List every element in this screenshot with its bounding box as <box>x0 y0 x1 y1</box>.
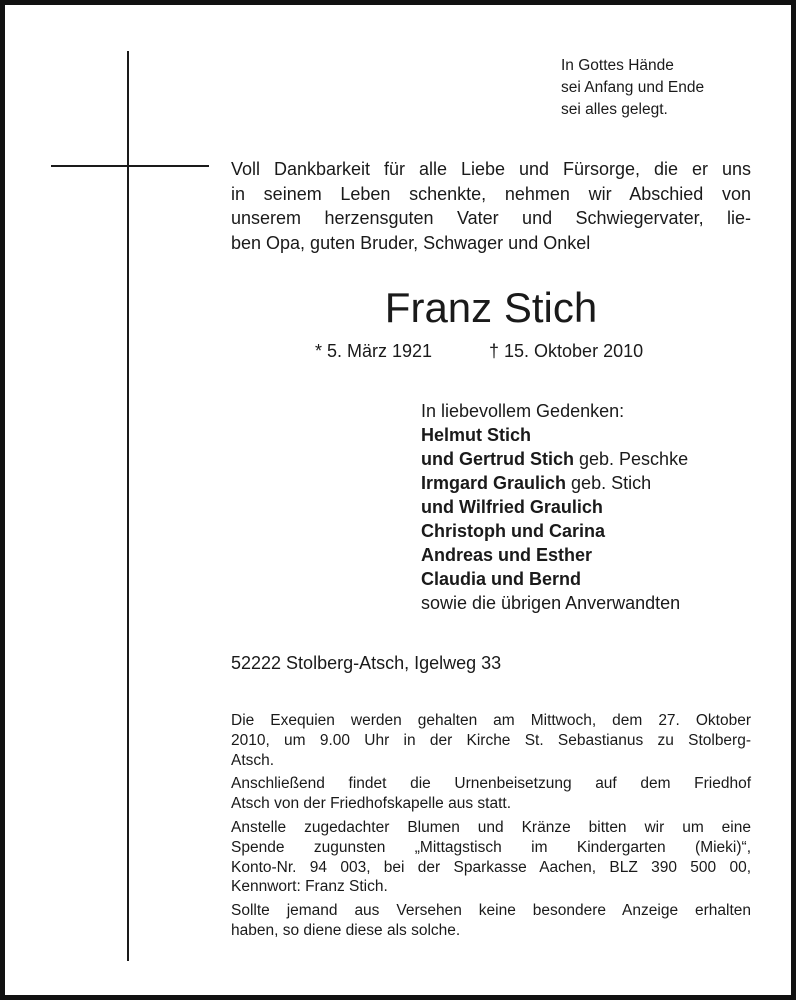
birth-date: * 5. März 1921 <box>315 341 433 361</box>
info-line: haben, so diene diese als solche. <box>231 921 461 939</box>
info-line: Kennwort: Franz Stich. <box>231 878 388 896</box>
intro-text <box>231 157 751 255</box>
intro-line: in seinem Leben schenkte, nehmen wir Abschied von <box>231 183 751 204</box>
info-paragraph-notice <box>231 901 751 941</box>
mourner-name: und Gertrud Stich <box>421 449 574 469</box>
info-line: Atsch von der Friedhofskapelle aus statt. <box>231 795 512 813</box>
info-line: Anschließend findet die Urnenbeisetzung auf dem Friedhof <box>231 775 751 793</box>
info-paragraph-donation <box>231 818 751 897</box>
mourners-closing: sowie die übrigen Anverwandten <box>421 593 681 613</box>
mourner-row <box>421 471 688 495</box>
mourner-name: Irmgard Graulich <box>421 473 567 493</box>
deceased-name: Franz Stich <box>384 284 598 331</box>
info-paragraph-funeral <box>231 711 751 770</box>
mourner-name: Claudia und Bernd <box>421 569 582 589</box>
mourner-name: Christoph und Carina <box>421 521 605 541</box>
motto-verse <box>561 55 704 121</box>
info-line: Anstelle zugedachter Blumen und Kränze bitten wir um eine <box>231 818 751 836</box>
mourners-list <box>421 399 688 615</box>
mourner-name: Helmut Stich <box>421 425 532 445</box>
mourner-row <box>421 543 688 567</box>
service-information <box>231 711 751 945</box>
info-line: 2010, um 9.00 Uhr in der Kirche St. Sebastianus zu Stolberg- <box>231 731 751 749</box>
info-line: Spende zugunsten „Mittagstisch im Kindergarten (Mieki)“, <box>231 838 751 856</box>
motto-line: In Gottes Hände <box>561 57 674 74</box>
mourner-row <box>421 423 688 447</box>
mourner-suffix: geb. Peschke <box>574 449 689 469</box>
mourner-row <box>421 495 688 519</box>
mourner-row <box>421 447 688 471</box>
mourner-name: und Wilfried Graulich <box>421 497 603 517</box>
mourners-heading: In liebevollem Gedenken: <box>421 401 625 421</box>
info-line: Atsch. <box>231 751 275 769</box>
death-date: † 15. Oktober 2010 <box>489 341 644 361</box>
motto-line: sei alles gelegt. <box>561 101 668 118</box>
cross-vertical-bar <box>127 51 129 961</box>
intro-line: Voll Dankbarkeit für alle Liebe und Fürsorge, die er uns <box>231 159 751 179</box>
info-line: Sollte jemand aus Versehen keine besondere Anzeige erhalten <box>231 902 751 920</box>
motto-line: sei Anfang und Ende <box>561 79 705 96</box>
info-line: Die Exequien werden gehalten am Mittwoch, dem 27. Oktober <box>231 712 751 729</box>
info-paragraph-burial <box>231 774 751 814</box>
cross-horizontal-bar <box>51 165 209 167</box>
mourner-name: Andreas und Esther <box>421 545 593 565</box>
mourner-row <box>421 519 688 543</box>
intro-line: unserem herzensguten Vater und Schwiegervater, lie- <box>231 208 751 228</box>
mourner-suffix: geb. Stich <box>566 473 652 493</box>
info-line: Konto-Nr. 94 003, bei der Sparkasse Aachen, BLZ 390 500 00, <box>231 858 751 876</box>
intro-line: ben Opa, guten Bruder, Schwager und Onkel <box>231 232 591 253</box>
mourner-row <box>421 567 688 591</box>
family-address: 52222 Stolberg-Atsch, Igelweg 33 <box>231 653 502 673</box>
